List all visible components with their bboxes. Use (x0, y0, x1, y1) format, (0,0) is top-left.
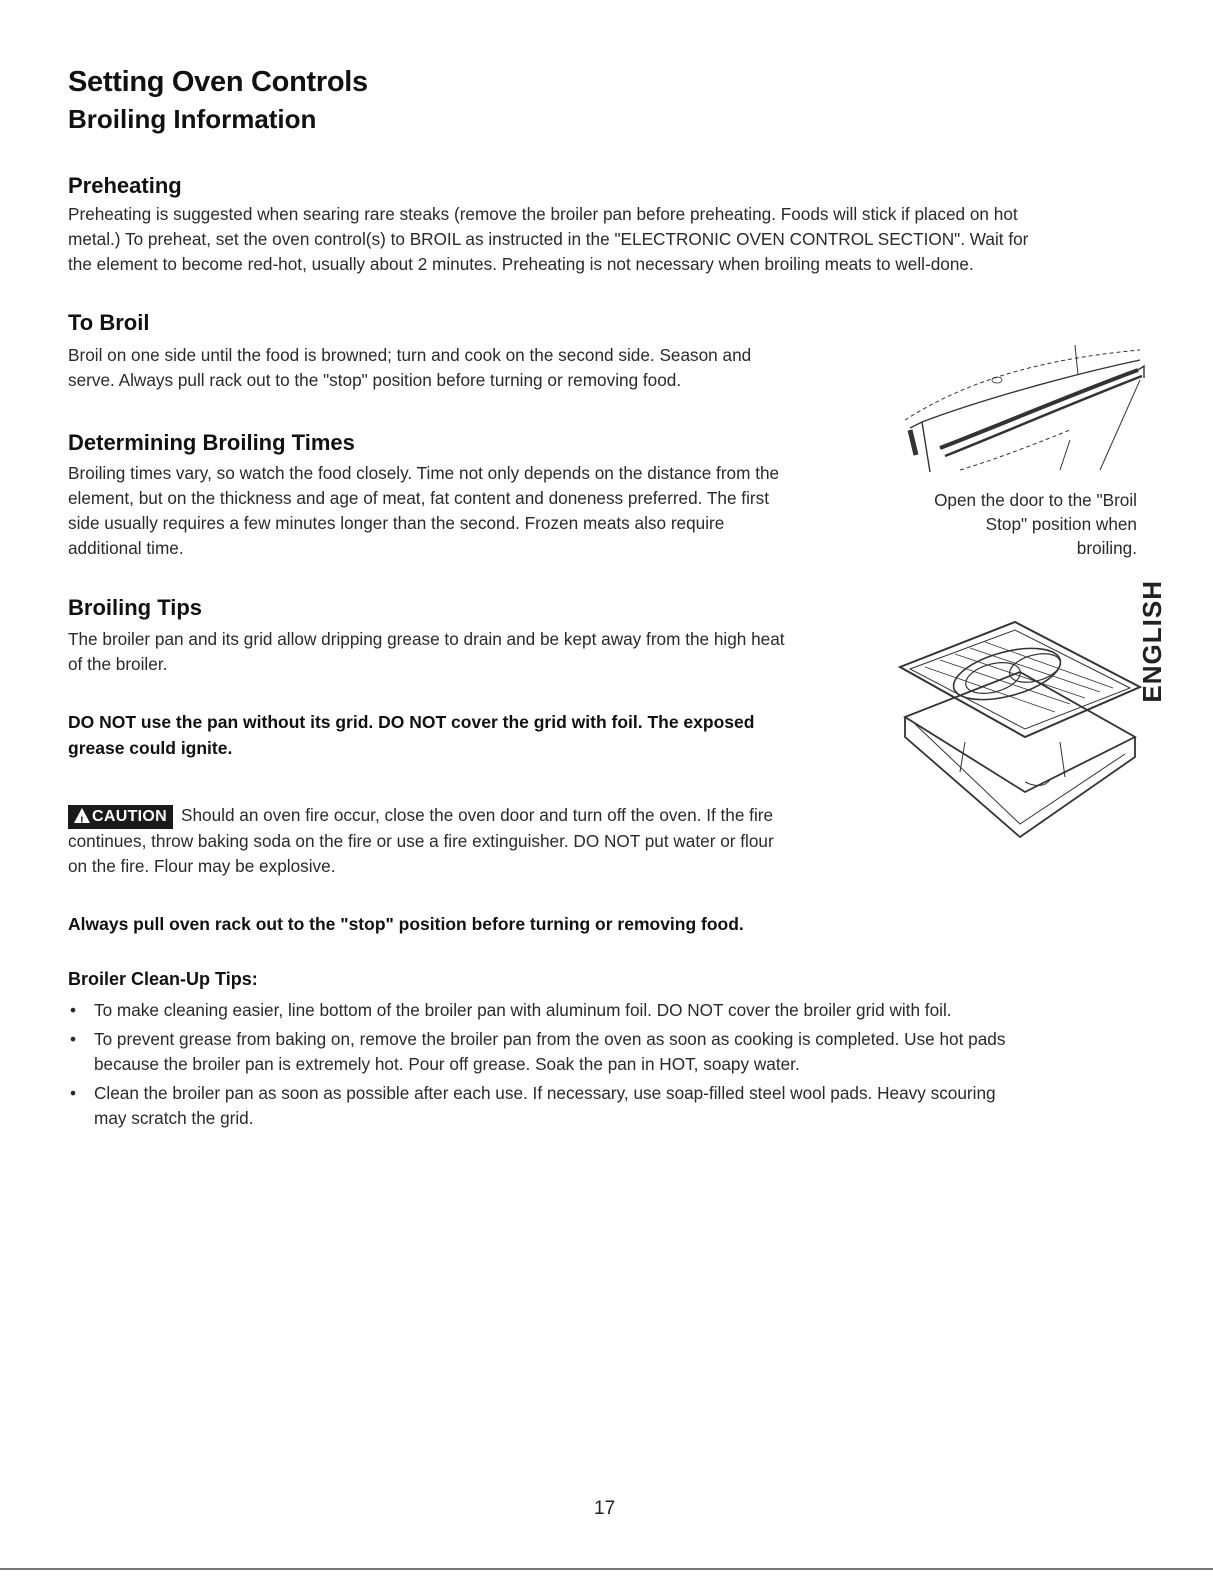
to-broil-text (68, 343, 868, 393)
page-subtitle: Broiling Information (68, 104, 317, 134)
always-pull-warning: Always pull oven rack out to the "stop" position before turning or removing food. (68, 914, 744, 934)
preheating-text (68, 202, 1148, 277)
cleanup-heading: Broiler Clean-Up Tips: (68, 969, 258, 989)
cleanup-line: • Clean the broiler pan as soon as possible after each use. If necessary, use soap-filled steel wool pads. Heavy scouring (94, 1083, 996, 1103)
door-caption (880, 488, 1137, 560)
to-broil-heading: To Broil (68, 310, 150, 335)
times-line: side usually requires a few minutes longer than the second. Frozen meats also require (68, 513, 725, 533)
cleanup-line: • To make cleaning easier, line bottom of the broiler pan with aluminum foil. DO NOT cover the broiler grid with foil. (94, 1000, 952, 1020)
tips-line: of the broiler. (68, 654, 168, 674)
grid-warning (68, 709, 888, 761)
bottom-rule (0, 1568, 1213, 1570)
caution-badge-label: CAUTION (92, 808, 167, 825)
to-broil-line: Broil on one side until the food is browned; turn and cook on the second side. Season and (68, 345, 752, 365)
cleanup-line: • To prevent grease from baking on, remove the broiler pan from the oven as soon as cooking is completed. Use hot pads (94, 1029, 1006, 1049)
grid-warning-line: DO NOT use the pan without its grid. DO NOT cover the grid with foil. The exposed (68, 712, 755, 732)
times-line: element, but on the thickness and age of meat, fat content and doneness preferred. The first (68, 488, 769, 508)
caution-badge (68, 805, 173, 829)
cleanup-list (68, 998, 1168, 1135)
preheating-line: metal.) To preheat, set the oven control(s) to BROIL as instructed in the "ELECTRONIC OVEN CONTROL SECTION". Wait for (68, 229, 1029, 249)
broiler-pan-illustration (895, 612, 1145, 847)
preheating-heading: Preheating (68, 173, 182, 198)
door-caption-line: broiling. (1076, 538, 1137, 558)
page-number: 17 (594, 1498, 616, 1519)
door-caption-line: Open the door to the "Broil (934, 490, 1137, 510)
tips-line: The broiler pan and its grid allow dripping grease to drain and be kept away from the high heat (68, 629, 785, 649)
times-line: Broiling times vary, so watch the food closely. Time not only depends on the distance from the (68, 463, 780, 483)
tips-heading: Broiling Tips (68, 595, 203, 620)
language-side-tab: ENGLISH (1137, 580, 1167, 703)
oven-door-illustration (900, 330, 1150, 490)
caution-first-line: Should an oven fire occur, close the oven door and turn off the oven. If the fire (180, 805, 774, 825)
caution-block (68, 803, 888, 879)
tips-text (68, 627, 888, 677)
door-caption-line: Stop" position when (985, 514, 1137, 534)
cleanup-line: may scratch the grid. (94, 1108, 254, 1128)
page-title: Setting Oven Controls (68, 66, 368, 98)
preheating-line: the element to become red-hot, usually about 2 minutes. Preheating is not necessary when broiling meats to well-done. (68, 254, 974, 274)
times-text (68, 461, 878, 561)
to-broil-line: serve. Always pull rack out to the "stop" position before turning or removing food. (68, 370, 682, 390)
grid-warning-line: grease could ignite. (68, 738, 233, 758)
list-item (68, 1081, 1168, 1131)
list-item (68, 998, 1168, 1023)
caution-line: continues, throw baking soda on the fire or use a fire extinguisher. DO NOT put water or flour (68, 831, 774, 851)
caution-line: on the fire. Flour may be explosive. (68, 856, 336, 876)
preheating-line: Preheating is suggested when searing rare steaks (remove the broiler pan before preheating. Foods will stick if placed on hot (68, 204, 1018, 224)
cleanup-line: because the broiler pan is extremely hot. Pour off grease. Soak the pan in HOT, soapy water. (94, 1054, 800, 1074)
times-line: additional time. (68, 538, 184, 558)
caution-line (68, 803, 888, 829)
warning-triangle-icon (74, 808, 90, 823)
list-item (68, 1027, 1168, 1077)
times-heading: Determining Broiling Times (68, 430, 355, 455)
